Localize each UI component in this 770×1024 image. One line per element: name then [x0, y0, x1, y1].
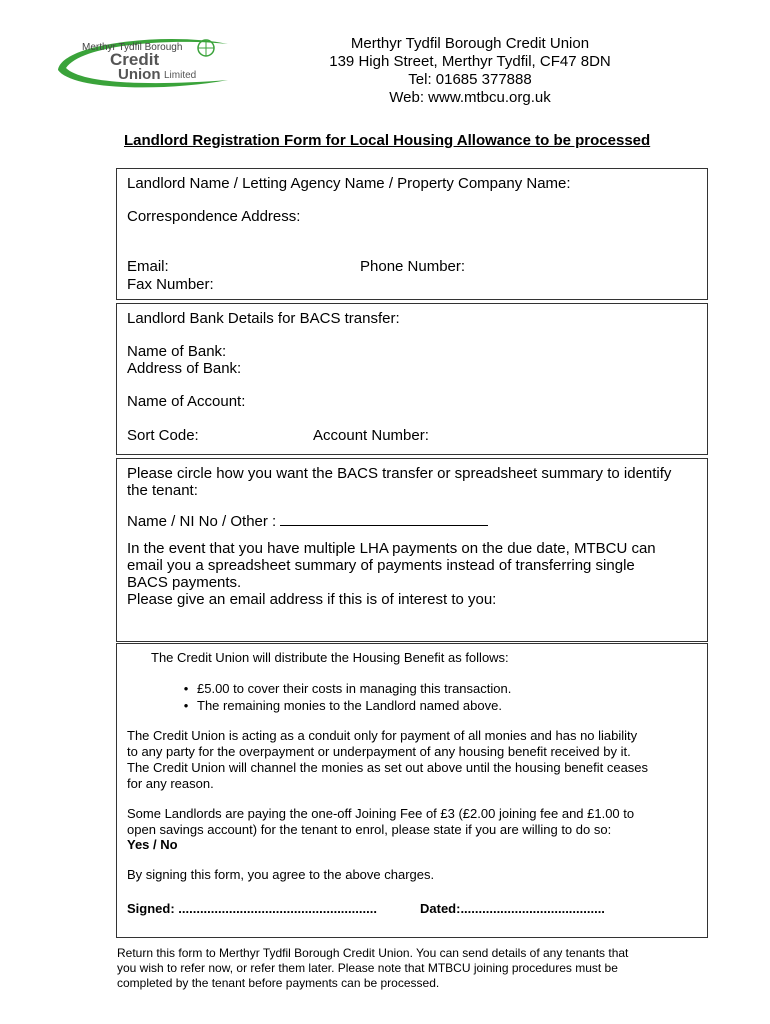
signed-field[interactable]: Signed: .......................................................: [127, 901, 377, 916]
landlord-details-box: [116, 168, 708, 300]
footer-line1: Return this form to Merthyr Tydfil Borough Credit Union. You can send details of any tenants that: [117, 946, 629, 960]
bank-details-box: [116, 303, 708, 455]
bank-address-label: Address of Bank:: [127, 360, 242, 377]
lha-info-line1: In the event that you have multiple LHA payments on the due date, MTBCU can: [127, 540, 656, 557]
bank-name-label: Name of Bank:: [127, 343, 227, 360]
account-number-label: Account Number:: [313, 427, 429, 444]
form-title: Landlord Registration Form for Local Housing Allowance to be processed: [124, 132, 651, 149]
identification-options-text: Name / NI No / Other :: [127, 513, 277, 530]
correspondence-address-label: Correspondence Address:: [127, 208, 301, 225]
footer-line2: you wish to refer now, or refer them later. Please note that MTBCU joining procedures must be: [117, 961, 618, 975]
distribution-terms-box: [116, 643, 708, 938]
identification-options: [127, 511, 488, 531]
phone-number-label: Phone Number:: [360, 258, 466, 275]
bullet-item-fee: • £5.00 to cover their costs in managing this transaction.: [175, 680, 511, 697]
org-tel: Tel: 01685 377888: [408, 71, 532, 88]
logo-text-line1: Merthyr Tydfil Borough: [82, 42, 183, 53]
conduit-line2: to any party for the overpayment or underpayment of any housing benefit received by it.: [127, 744, 631, 759]
logo-text-credit: Credit: [110, 50, 160, 69]
account-name-label: Name of Account:: [127, 393, 246, 410]
conduit-line3: The Credit Union will channel the monies as set out above until the housing benefit ceases: [127, 760, 649, 775]
joining-fee-line1: Some Landlords are paying the one-off Joining Fee of £3 (£2.00 joining fee and £1.00 to: [127, 806, 635, 821]
credit-union-logo: [52, 34, 234, 90]
circle-instruction-line1: Please circle how you want the BACS transfer or spreadsheet summary to identify: [127, 465, 672, 482]
conduit-line4: for any reason.: [127, 776, 214, 791]
dated-field[interactable]: Dated:........................................: [420, 901, 605, 916]
email-label: Email:: [127, 258, 169, 275]
distribution-intro: The Credit Union will distribute the Housing Benefit as follows:: [151, 650, 509, 665]
yes-no-choice[interactable]: Yes / No: [127, 837, 178, 852]
circle-instruction-line2: the tenant:: [127, 482, 198, 499]
footer-line3: completed by the tenant before payments can be processed.: [117, 976, 440, 990]
logo-text-limited: Limited: [164, 70, 197, 81]
fax-number-label: Fax Number:: [127, 276, 214, 293]
bank-details-heading: Landlord Bank Details for BACS transfer:: [127, 310, 400, 327]
other-blank-line: [280, 511, 488, 526]
org-name: Merthyr Tydfil Borough Credit Union: [350, 35, 590, 52]
bullet-item-remaining: • The remaining monies to the Landlord named above.: [175, 697, 511, 714]
org-address: 139 High Street, Merthyr Tydfil, CF47 8DN: [329, 53, 611, 70]
joining-fee-line2: open savings account) for the tenant to enrol, please state if you are willing to do so:: [127, 822, 612, 837]
conduit-line1: The Credit Union is acting as a conduit only for payment of all monies and has no liability: [127, 728, 638, 743]
sort-code-label: Sort Code:: [127, 427, 199, 444]
tenant-identification-box: [116, 458, 708, 642]
agreement-statement: By signing this form, you agree to the above charges.: [127, 867, 435, 882]
distribution-list: [175, 680, 511, 714]
lha-info-line4: Please give an email address if this is of interest to you:: [127, 591, 497, 608]
landlord-name-label: Landlord Name / Letting Agency Name / Property Company Name:: [127, 175, 571, 192]
lha-info-line2: email you a spreadsheet summary of payments instead of transferring single: [127, 557, 635, 574]
org-web: Web: www.mtbcu.org.uk: [389, 89, 551, 106]
lha-info-line3: BACS payments.: [127, 574, 242, 591]
logo-text-union: Union: [118, 66, 161, 83]
